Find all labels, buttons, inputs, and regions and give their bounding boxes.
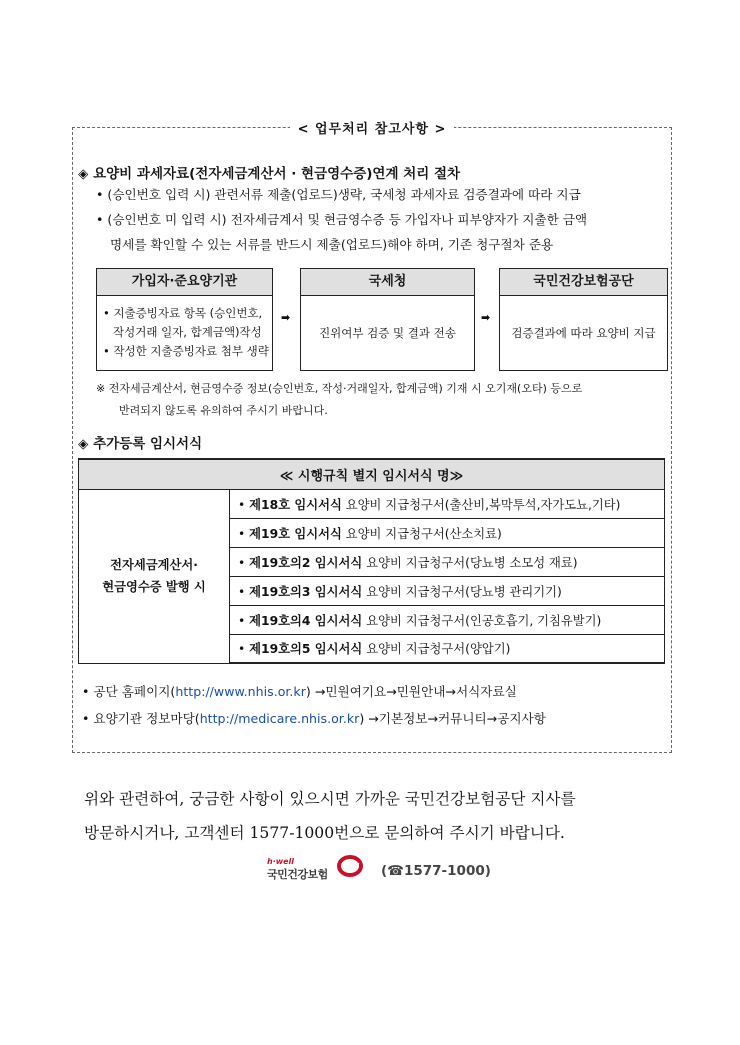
form-item: • 제18호 임시서식 요양비 지급청구서(출산비,복막투석,자가도뇨,기타) [230,489,665,518]
form-number: 제19호의4 임시서식 [249,613,363,628]
forms-table [78,458,665,664]
flow-header-subscriber: 가입자·준요양기관 [96,268,273,296]
link-suffix: ) →기본정보→커뮤니티→공지사항 [359,711,546,726]
flow-body-subscriber [96,296,273,371]
flow-nts-line: 진위여부 검증 및 결과 전송 [319,326,456,340]
forms-row-label [79,489,230,663]
closing-line-2: 방문하시거나, 고객센터 1577-1000번으로 문의하여 주시기 바랍니다. [84,824,565,842]
section1-bullet-1: • (승인번호 입력 시) 관련서류 제출(업로드)생략, 국세청 과세자료 검증결과에 따라 지급 [96,187,581,202]
medicare-homepage-link[interactable]: http://medicare.nhis.or.kr [199,711,360,726]
closing-line-1: 위와 관련하여, 궁금한 사항이 있으시면 가까운 국민건강보험공단 지사를 [84,790,576,808]
flow-body-nhis [499,296,668,371]
logo-brand-name: 국민건강보험 [267,868,328,881]
link-prefix: • 요양기관 정보마당( [82,711,200,726]
form-number: 제19호의3 임시서식 [249,584,363,599]
flow-header-nts: 국세청 [300,268,475,296]
note-line-2: 반려되지 않도록 유의하여 주시기 바랍니다. [119,404,328,417]
reference-title: < 업무처리 참고사항 > [290,122,455,137]
note-line-1: ※ 전자세금계산서, 현금영수증 정보(승인번호, 작성·거래일자, 합계금액) 기재 시 오기재(오타) 등으로 [96,382,583,395]
section1-bullet-3: 명세를 확인할 수 있는 서류를 반드시 제출(업로드)해야 하며, 기존 청구절차 준용 [110,237,554,252]
form-item: • 제19호의5 임시서식 요양비 지급청구서(양압기) [230,634,665,663]
form-desc: 요양비 지급청구서(산소치료) [345,526,502,541]
section2-heading: ◈ 추가등록 임시서식 [78,436,203,452]
flow-arrow-2: ➡ [481,311,491,324]
section1-bullet-2: • (승인번호 미 입력 시) 전자세금계서 및 현금영수증 등 가입자나 피부양자가 지출한 금액 [96,212,588,227]
flow-subscriber-line-3: • 작성한 지출증빙자료 첨부 생략 [103,344,269,358]
flow-subscriber-line-2: 작성거래 일자, 합계금액)작성 [113,325,262,339]
logo-phone: (☎1577-1000) [381,863,491,879]
form-desc: 요양비 지급청구서(양압기) [366,642,511,657]
logo-emblem-icon [337,855,363,877]
form-item: • 제19호의2 임시서식 요양비 지급청구서(당뇨병 소모성 재료) [230,547,665,576]
form-number: 제19호 임시서식 [249,526,342,541]
form-desc: 요양비 지급청구서(당뇨병 관리기기) [366,584,562,599]
forms-row-label-2: 현금영수증 발행 시 [102,580,206,594]
link-prefix: • 공단 홈페이지( [82,684,176,699]
flow-nhis-line: 검증결과에 따라 요양비 지급 [511,326,656,340]
form-item: • 제19호의4 임시서식 요양비 지급청구서(인공호흡기, 기침유발기) [230,605,665,634]
nhis-homepage-link[interactable]: http://www.nhis.or.kr [175,684,306,699]
form-number: 제18호 임시서식 [249,497,342,512]
form-number: 제19호의2 임시서식 [249,555,363,570]
flow-subscriber-line-1: • 지출증빙자료 항목 (승인번호, [103,306,263,320]
forms-row-label-1: 전자세금계산서· [110,558,198,572]
nhis-logo [267,857,367,883]
section1-heading: ◈ 요양비 과세자료(전자세금계산서 · 현금영수증)연계 처리 절차 [78,166,461,182]
link-suffix: ) →민원여기요→민원안내→서식자료실 [305,684,517,699]
form-number: 제19호의5 임시서식 [249,642,363,657]
form-item: • 제19호의3 임시서식 요양비 지급청구서(당뇨병 관리기기) [230,576,665,605]
flow-header-nhis: 국민건강보험공단 [499,268,668,296]
form-desc: 요양비 지급청구서(출산비,복막투석,자가도뇨,기타) [345,497,621,512]
form-desc: 요양비 지급청구서(당뇨병 소모성 재료) [366,555,578,570]
logo-brand-small: h·well [267,857,295,866]
flow-body-nts [300,296,475,371]
form-item: • 제19호 임시서식 요양비 지급청구서(산소치료) [230,518,665,547]
link-line-medicare [82,708,546,727]
form-desc: 요양비 지급청구서(인공호흡기, 기침유발기) [366,613,602,628]
flow-arrow-1: ➡ [281,311,291,324]
link-line-nhis [82,681,517,700]
forms-table-header: ≪ 시행규칙 별지 임시서식 명≫ [79,459,665,489]
